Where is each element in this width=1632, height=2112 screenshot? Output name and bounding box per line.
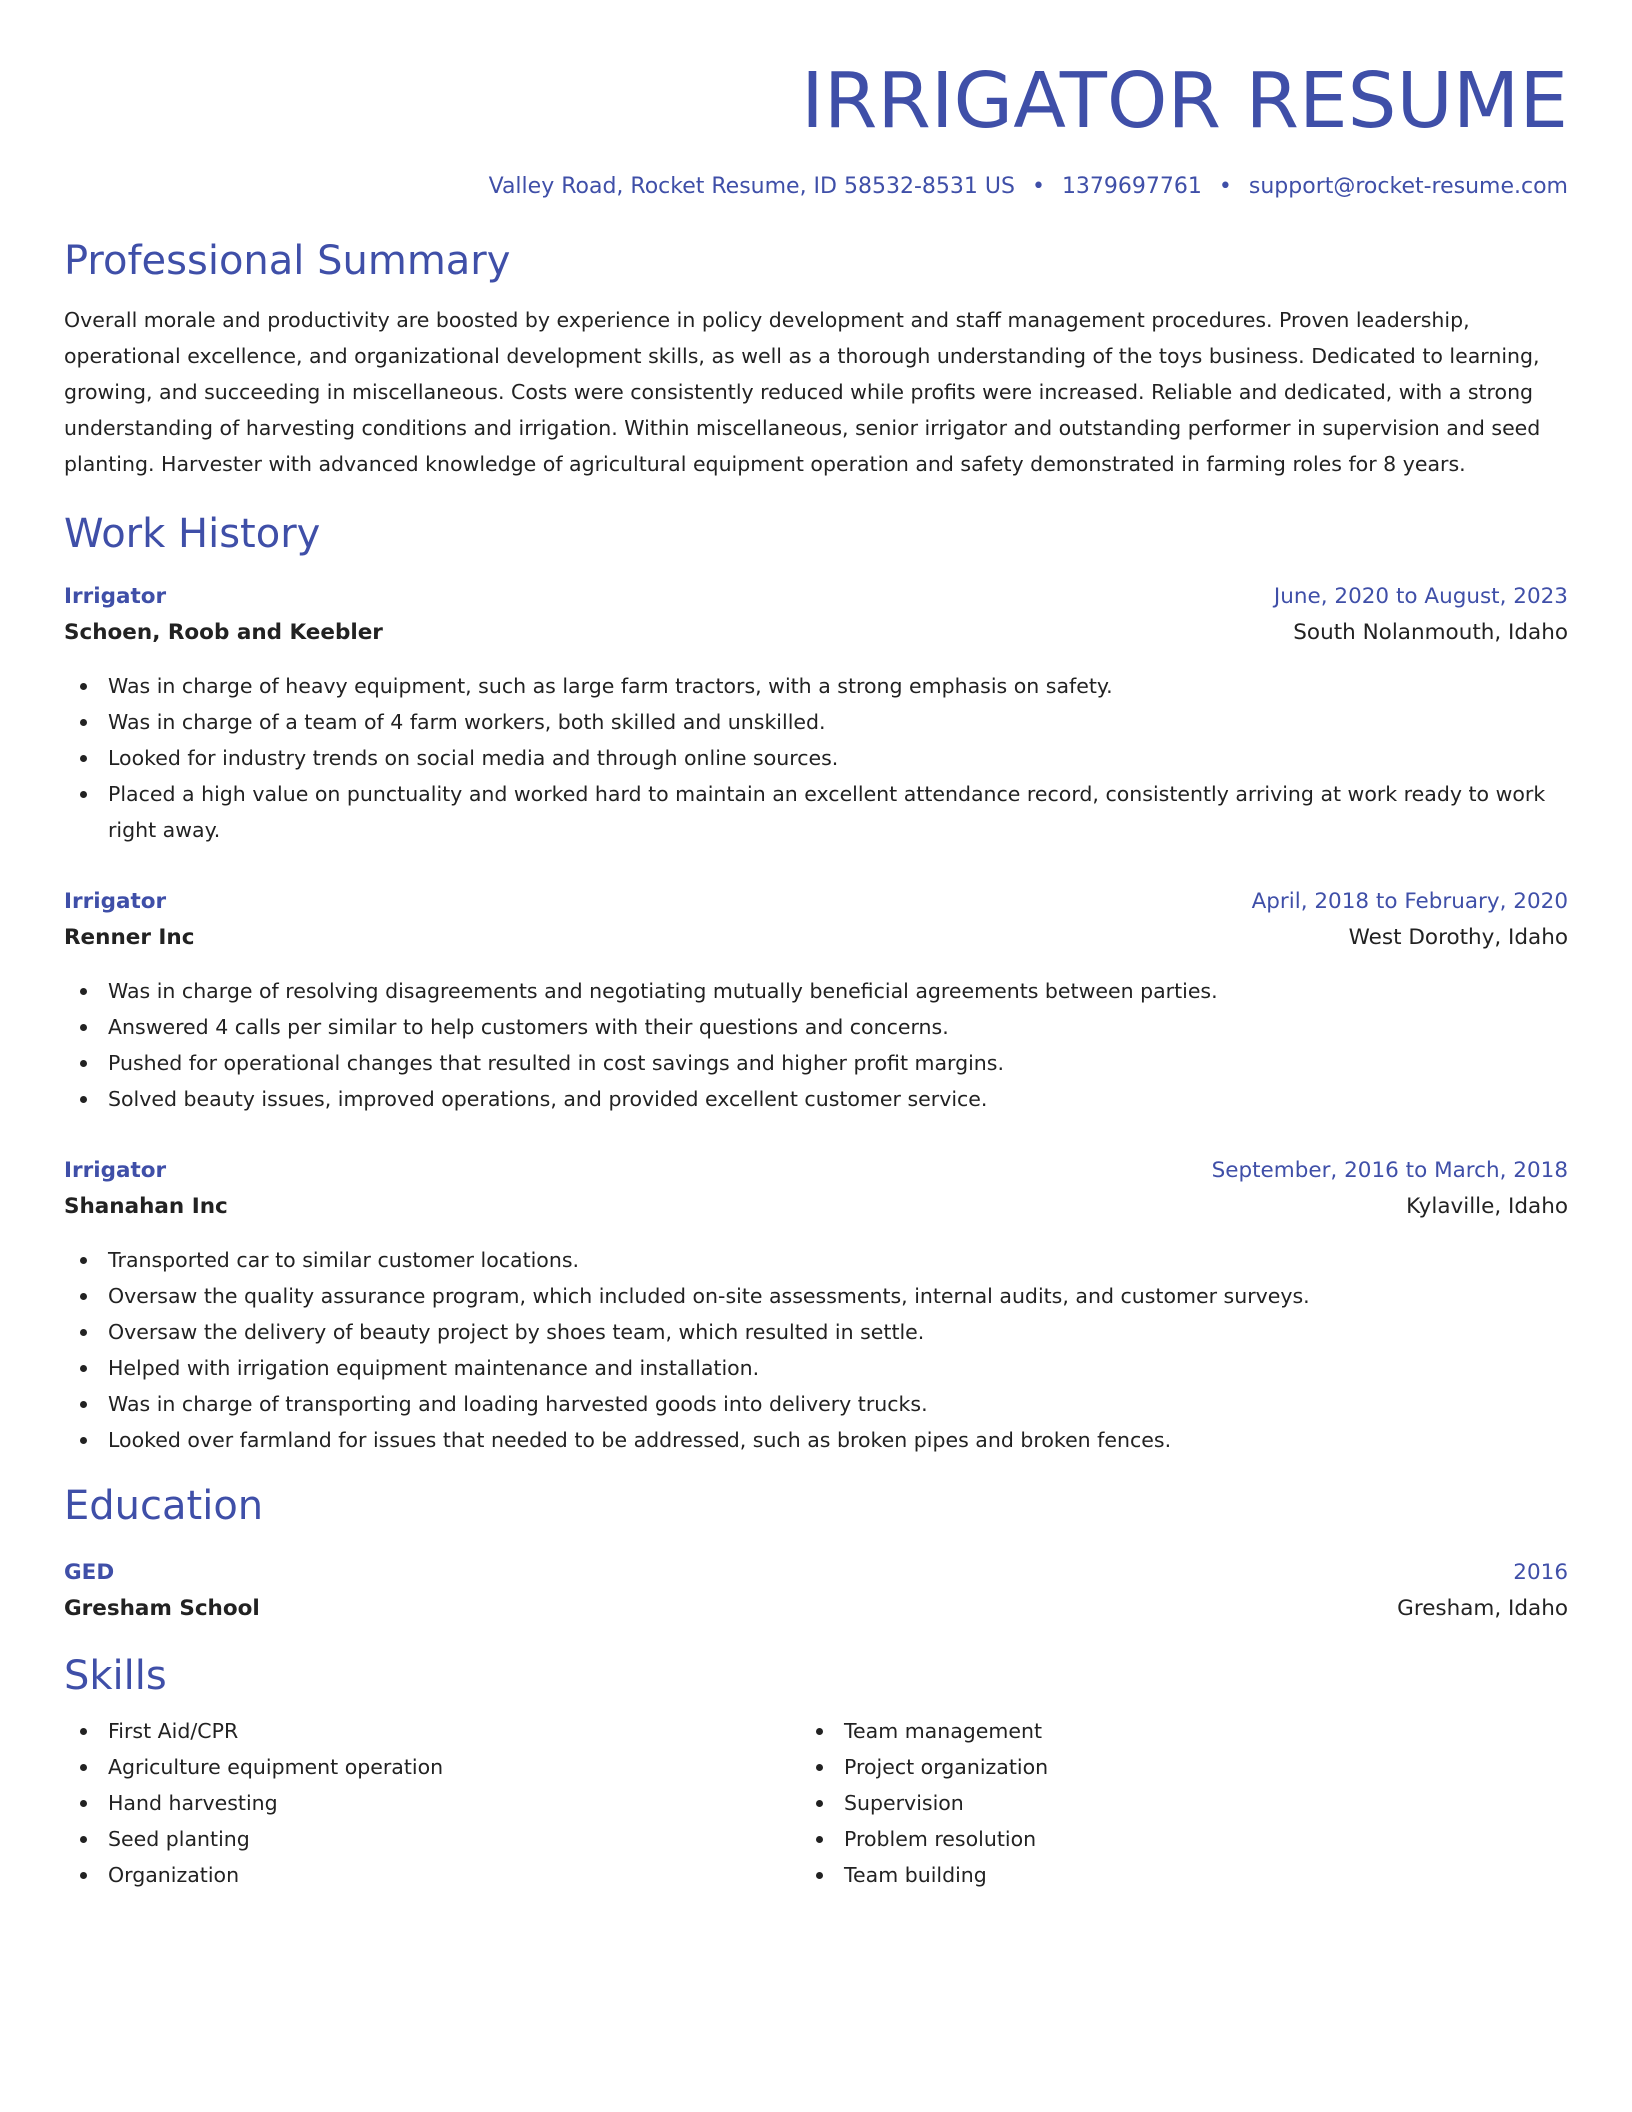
job-company-row [64,615,1568,651]
skills-columns [64,1713,1568,1893]
job-bullets [64,1242,1568,1458]
job-company: Renner Inc [64,925,195,950]
job-bullet: Solved beauty issues, improved operations, and provided excellent customer service. [64,1081,1568,1117]
contact-address: Valley Road, Rocket Resume, ID 58532-8531 US [488,174,1015,199]
contact-separator: • [1218,174,1232,199]
skill-item: Seed planting [64,1821,800,1857]
education-header-row [64,1555,1568,1591]
job-dates: June, 2020 to August, 2023 [1273,584,1568,609]
contact-separator: • [1031,174,1045,199]
job-location: South Nolanmouth, Idaho [1293,620,1568,645]
education-location: Gresham, Idaho [1397,1596,1568,1621]
job-entry [64,1153,1568,1458]
education-school-row [64,1591,1568,1627]
skills-column-right [800,1713,1568,1893]
skill-item: Agriculture equipment operation [64,1749,800,1785]
education-heading: Education [64,1483,264,1529]
job-bullet: Was in charge of heavy equipment, such as large farm tractors, with a strong emphasis on safety. [64,668,1568,704]
skill-item: Project organization [800,1749,1568,1785]
job-location: Kylaville, Idaho [1406,1194,1568,1219]
job-title: Irrigator [64,1158,167,1183]
job-dates: April, 2018 to February, 2020 [1251,889,1568,914]
job-bullet: Pushed for operational changes that resulted in cost savings and higher profit margins. [64,1045,1568,1081]
skill-item: Organization [64,1857,800,1893]
job-company: Shanahan Inc [64,1194,228,1219]
skills-heading: Skills [64,1653,167,1699]
job-title: Irrigator [64,889,167,914]
job-bullet: Looked for industry trends on social media and through online sources. [64,740,1568,776]
work-history-heading: Work History [64,511,321,557]
contact-line [64,172,1568,202]
job-bullet: Answered 4 calls per similar to help customers with their questions and concerns. [64,1009,1568,1045]
job-bullets [64,973,1568,1117]
skill-item: First Aid/CPR [64,1713,800,1749]
job-bullets [64,668,1568,848]
summary-heading: Professional Summary [64,238,511,284]
skill-item: Hand harvesting [64,1785,800,1821]
job-entry [64,884,1568,1117]
job-company-row [64,920,1568,956]
skill-item: Team management [800,1713,1568,1749]
education-degree: GED [64,1560,115,1585]
skill-item: Problem resolution [800,1821,1568,1857]
education-entry [64,1555,1568,1627]
skills-list-right [800,1713,1568,1893]
job-location: West Dorothy, Idaho [1348,925,1568,950]
job-bullet: Oversaw the quality assurance program, which included on-site assessments, internal audits, and customer surveys. [64,1278,1568,1314]
job-header-row [64,1153,1568,1189]
contact-email: support@rocket-resume.com [1248,174,1568,199]
education-year: 2016 [1513,1560,1568,1585]
job-header-row [64,579,1568,615]
summary-text: Overall morale and productivity are boosted by experience in policy development and staff management procedures. Proven leadership, operational excellence, and organizational development skills, as well as a thorough understanding of the toys business. Dedicated to learning, growing, and succeeding in miscellaneous. Costs were consistently reduced while profits were increased. Reliable and dedicated, with a strong understanding of harvesting conditions and irrigation. Within miscellaneous, senior irrigator and outstanding performer in supervision and seed planting. Harvester with advanced knowledge of agricultural equipment operation and safety demonstrated in farming roles for 8 years. [64,308,1541,476]
job-bullet: Was in charge of resolving disagreements and negotiating mutually beneficial agreements between parties. [64,973,1568,1009]
job-dates: September, 2016 to March, 2018 [1211,1158,1568,1183]
skills-column-left [64,1713,800,1893]
skills-list-left [64,1713,800,1893]
job-company: Schoen, Roob and Keebler [64,620,383,645]
job-bullet: Looked over farmland for issues that needed to be addressed, such as broken pipes and broken fences. [64,1422,1568,1458]
job-header-row [64,884,1568,920]
job-bullet: Transported car to similar customer locations. [64,1242,1568,1278]
job-company-row [64,1189,1568,1225]
job-title: Irrigator [64,584,167,609]
skill-item: Supervision [800,1785,1568,1821]
contact-phone: 1379697761 [1061,174,1202,199]
job-entry [64,579,1568,848]
job-bullet: Was in charge of a team of 4 farm workers, both skilled and unskilled. [64,704,1568,740]
job-bullet: Placed a high value on punctuality and worked hard to maintain an excellent attendance record, consistently arriving at work ready to work right away. [64,776,1568,848]
resume-title: IRRIGATOR RESUME [801,57,1568,146]
job-bullet: Helped with irrigation equipment maintenance and installation. [64,1350,1568,1386]
job-bullet: Was in charge of transporting and loading harvested goods into delivery trucks. [64,1386,1568,1422]
education-school: Gresham School [64,1596,260,1621]
skill-item: Team building [800,1857,1568,1893]
job-bullet: Oversaw the delivery of beauty project by shoes team, which resulted in settle. [64,1314,1568,1350]
